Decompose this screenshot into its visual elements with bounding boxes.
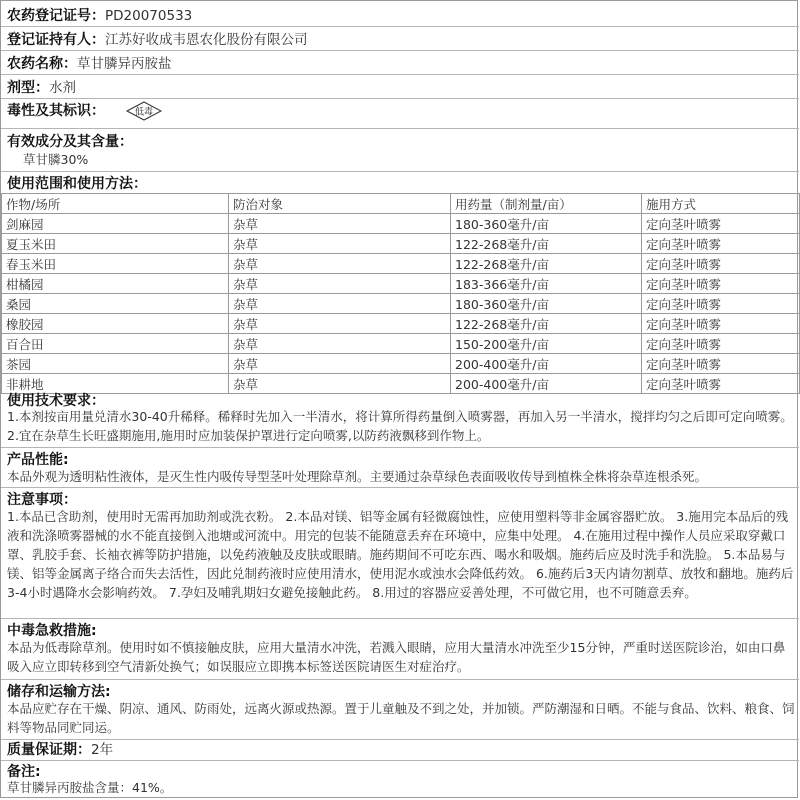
usage-table-row bbox=[2, 374, 800, 394]
usage-table-cell: 杂草 bbox=[229, 334, 451, 354]
usage-table-cell: 200-400毫升/亩 bbox=[451, 374, 642, 394]
usage-table-cell: 柑橘园 bbox=[2, 274, 229, 294]
ingredients-value: 草甘膦30% bbox=[23, 152, 89, 167]
usage-table-cell: 杂草 bbox=[229, 214, 451, 234]
usage-table-row bbox=[2, 314, 800, 334]
usage-table-cell: 定向茎叶喷雾 bbox=[642, 354, 800, 374]
divider bbox=[1, 447, 799, 448]
usage-table-cell: 180-360毫升/亩 bbox=[451, 294, 642, 314]
firstaid-title: 中毒急救措施: bbox=[7, 623, 97, 639]
usage-table-cell: 150-200毫升/亩 bbox=[451, 334, 642, 354]
usage-table-cell: 茶园 bbox=[2, 354, 229, 374]
usage-table-cell: 200-400毫升/亩 bbox=[451, 354, 642, 374]
usage-table-cell: 122-268毫升/亩 bbox=[451, 254, 642, 274]
registration-row bbox=[1, 3, 799, 27]
usage-table-cell: 183-366毫升/亩 bbox=[451, 274, 642, 294]
toxicity-label: 毒性及其标识： bbox=[7, 103, 105, 119]
usage-table-row bbox=[2, 234, 800, 254]
name-label: 农药名称： bbox=[7, 56, 77, 72]
usage-table-cell: 定向茎叶喷雾 bbox=[642, 254, 800, 274]
warranty-row bbox=[1, 739, 799, 761]
usage-table-cell: 定向茎叶喷雾 bbox=[642, 374, 800, 394]
technical-text: 1.本剂按亩用量兑清水30-40升稀释。稀释时先加入一半清水，将计算所得药量倒入喷雾器，再加入另一半清水，搅拌均匀之后即可定向喷雾。 2.宜在杂草生长旺盛期施用,施用时应加装保护罩进行定向喷雾,以防药液飘移到作物上。 bbox=[7, 409, 793, 443]
usage-table-cell: 杂草 bbox=[229, 294, 451, 314]
usage-table-cell: 122-268毫升/亩 bbox=[451, 314, 642, 334]
usage-table-cell: 定向茎叶喷雾 bbox=[642, 214, 800, 234]
usage-table-cell: 定向茎叶喷雾 bbox=[642, 274, 800, 294]
usage-table-cell: 桑园 bbox=[2, 294, 229, 314]
usage-table-cell: 夏玉米田 bbox=[2, 234, 229, 254]
formulation-label: 剂型： bbox=[7, 80, 49, 96]
usage-table-row bbox=[2, 214, 800, 234]
usage-table-row bbox=[2, 254, 800, 274]
toxicity-row bbox=[1, 99, 799, 129]
usage-table-cell: 定向茎叶喷雾 bbox=[642, 294, 800, 314]
divider bbox=[1, 618, 799, 619]
remarks-text: 草甘膦异丙胺盐含量：41%。 bbox=[7, 780, 173, 795]
warranty-value: 2年 bbox=[91, 742, 114, 758]
usage-table-row bbox=[2, 274, 800, 294]
divider bbox=[1, 679, 799, 680]
storage-text: 本品应贮存在干燥、阴凉、通风、防雨处，远离火源或热源。置于儿童触及不到之处，并加锁。严防潮湿和日晒。不能与食品、饮料、粮食、饲料等物品同贮同运。 bbox=[7, 701, 795, 735]
storage-title: 储存和运输方法: bbox=[7, 684, 111, 700]
formulation-row bbox=[1, 75, 799, 99]
usage-header-cell: 作物/场所 bbox=[2, 194, 229, 214]
name-row bbox=[1, 51, 799, 75]
formulation-value: 水剂 bbox=[49, 80, 76, 96]
usage-table-cell: 122-268毫升/亩 bbox=[451, 234, 642, 254]
usage-table-cell: 定向茎叶喷雾 bbox=[642, 314, 800, 334]
notes-title: 注意事项： bbox=[7, 492, 77, 508]
holder-value: 江苏好收成韦恩农化股份有限公司 bbox=[105, 32, 308, 48]
usage-table-cell: 杂草 bbox=[229, 354, 451, 374]
holder-label: 登记证持有人： bbox=[7, 32, 105, 48]
usage-table-row bbox=[2, 354, 800, 374]
usage-header-cell: 用药量（制剂量/亩） bbox=[451, 194, 642, 214]
warranty-label: 质量保证期： bbox=[7, 742, 91, 758]
performance-title: 产品性能: bbox=[7, 452, 69, 468]
registration-label: 农药登记证号： bbox=[7, 8, 105, 24]
divider bbox=[1, 487, 799, 488]
usage-table-cell: 非耕地 bbox=[2, 374, 229, 394]
usage-table-cell: 定向茎叶喷雾 bbox=[642, 234, 800, 254]
usage-table-cell: 杂草 bbox=[229, 374, 451, 394]
holder-row bbox=[1, 27, 799, 51]
usage-table-row bbox=[2, 334, 800, 354]
usage-table-cell: 春玉米田 bbox=[2, 254, 229, 274]
usage-table-cell: 定向茎叶喷雾 bbox=[642, 334, 800, 354]
registration-value: PD20070533 bbox=[105, 8, 193, 24]
usage-table-body bbox=[2, 214, 800, 394]
usage-table-cell: 180-360毫升/亩 bbox=[451, 214, 642, 234]
usage-title: 使用范围和使用方法： bbox=[7, 176, 147, 192]
usage-header-cell: 施用方式 bbox=[642, 194, 800, 214]
name-value: 草甘膦异丙胺盐 bbox=[77, 56, 172, 72]
technical-title: 使用技术要求： bbox=[7, 393, 105, 409]
low-toxicity-diamond-icon bbox=[125, 101, 163, 121]
usage-table-cell: 杂草 bbox=[229, 274, 451, 294]
divider bbox=[1, 171, 799, 172]
toxicity-badge-text: 低毒 bbox=[134, 107, 154, 118]
usage-header-cell: 防治对象 bbox=[229, 194, 451, 214]
firstaid-text: 本品为低毒除草剂。使用时如不慎接触皮肤，应用大量清水冲洗，若溅入眼睛，应用大量清水冲洗至少15分钟，严重时送医院诊治，如由口鼻吸入应立即转移到空气清新处换气；如误服应立即携本标签送医院请医生对症治疗。 bbox=[7, 640, 786, 674]
usage-table-cell: 杂草 bbox=[229, 314, 451, 334]
performance-text: 本品外观为透明粘性液体，是灭生性内吸传导型茎叶处理除草剂。主要通过杂草绿色表面吸收传导到植株全株将杂草连根杀死。 bbox=[7, 469, 708, 484]
usage-table-cell: 杂草 bbox=[229, 254, 451, 274]
remarks-title: 备注: bbox=[7, 764, 41, 780]
usage-table-cell: 百合田 bbox=[2, 334, 229, 354]
ingredients-title: 有效成分及其含量： bbox=[7, 134, 133, 150]
usage-table bbox=[1, 193, 800, 394]
usage-table-row bbox=[2, 294, 800, 314]
usage-table-cell: 剑麻园 bbox=[2, 214, 229, 234]
usage-table-cell: 杂草 bbox=[229, 234, 451, 254]
usage-table-cell: 橡胶园 bbox=[2, 314, 229, 334]
usage-header-row bbox=[2, 194, 800, 214]
notes-text: 1.本品已含助剂，使用时无需再加助剂或洗衣粉。 2.本品对镁、铝等金属有轻微腐蚀性，应使用塑料等非金属容器贮放。 3.施用完本品后的残液和洗涤喷雾器械的水不能直接倒入池塘或河流中。用完的包装不能随意丢弃在环境中，应集中处理。 4.在施用过程中操作人员应采取穿戴口罩、乳胶手套、长袖衣裤等防护措施，以免药液触及皮肤或眼睛。施药期间不可吃东西、喝水和吸烟。施药后应及时洗手和洗脸。 5.本品易与镁、铝等金属离子络合而失去活性，因此兑制药液时应使用清水，使用泥水或浊水会降低药效。 6.施药后3天内请勿割草、放牧和翻地。施药后3-4小时遇降水会影响药效。 7.孕妇及哺乳期妇女避免接触此药。 8.用过的容器应妥善处理，不可做它用，也不可随意丢弃。 bbox=[7, 509, 794, 600]
